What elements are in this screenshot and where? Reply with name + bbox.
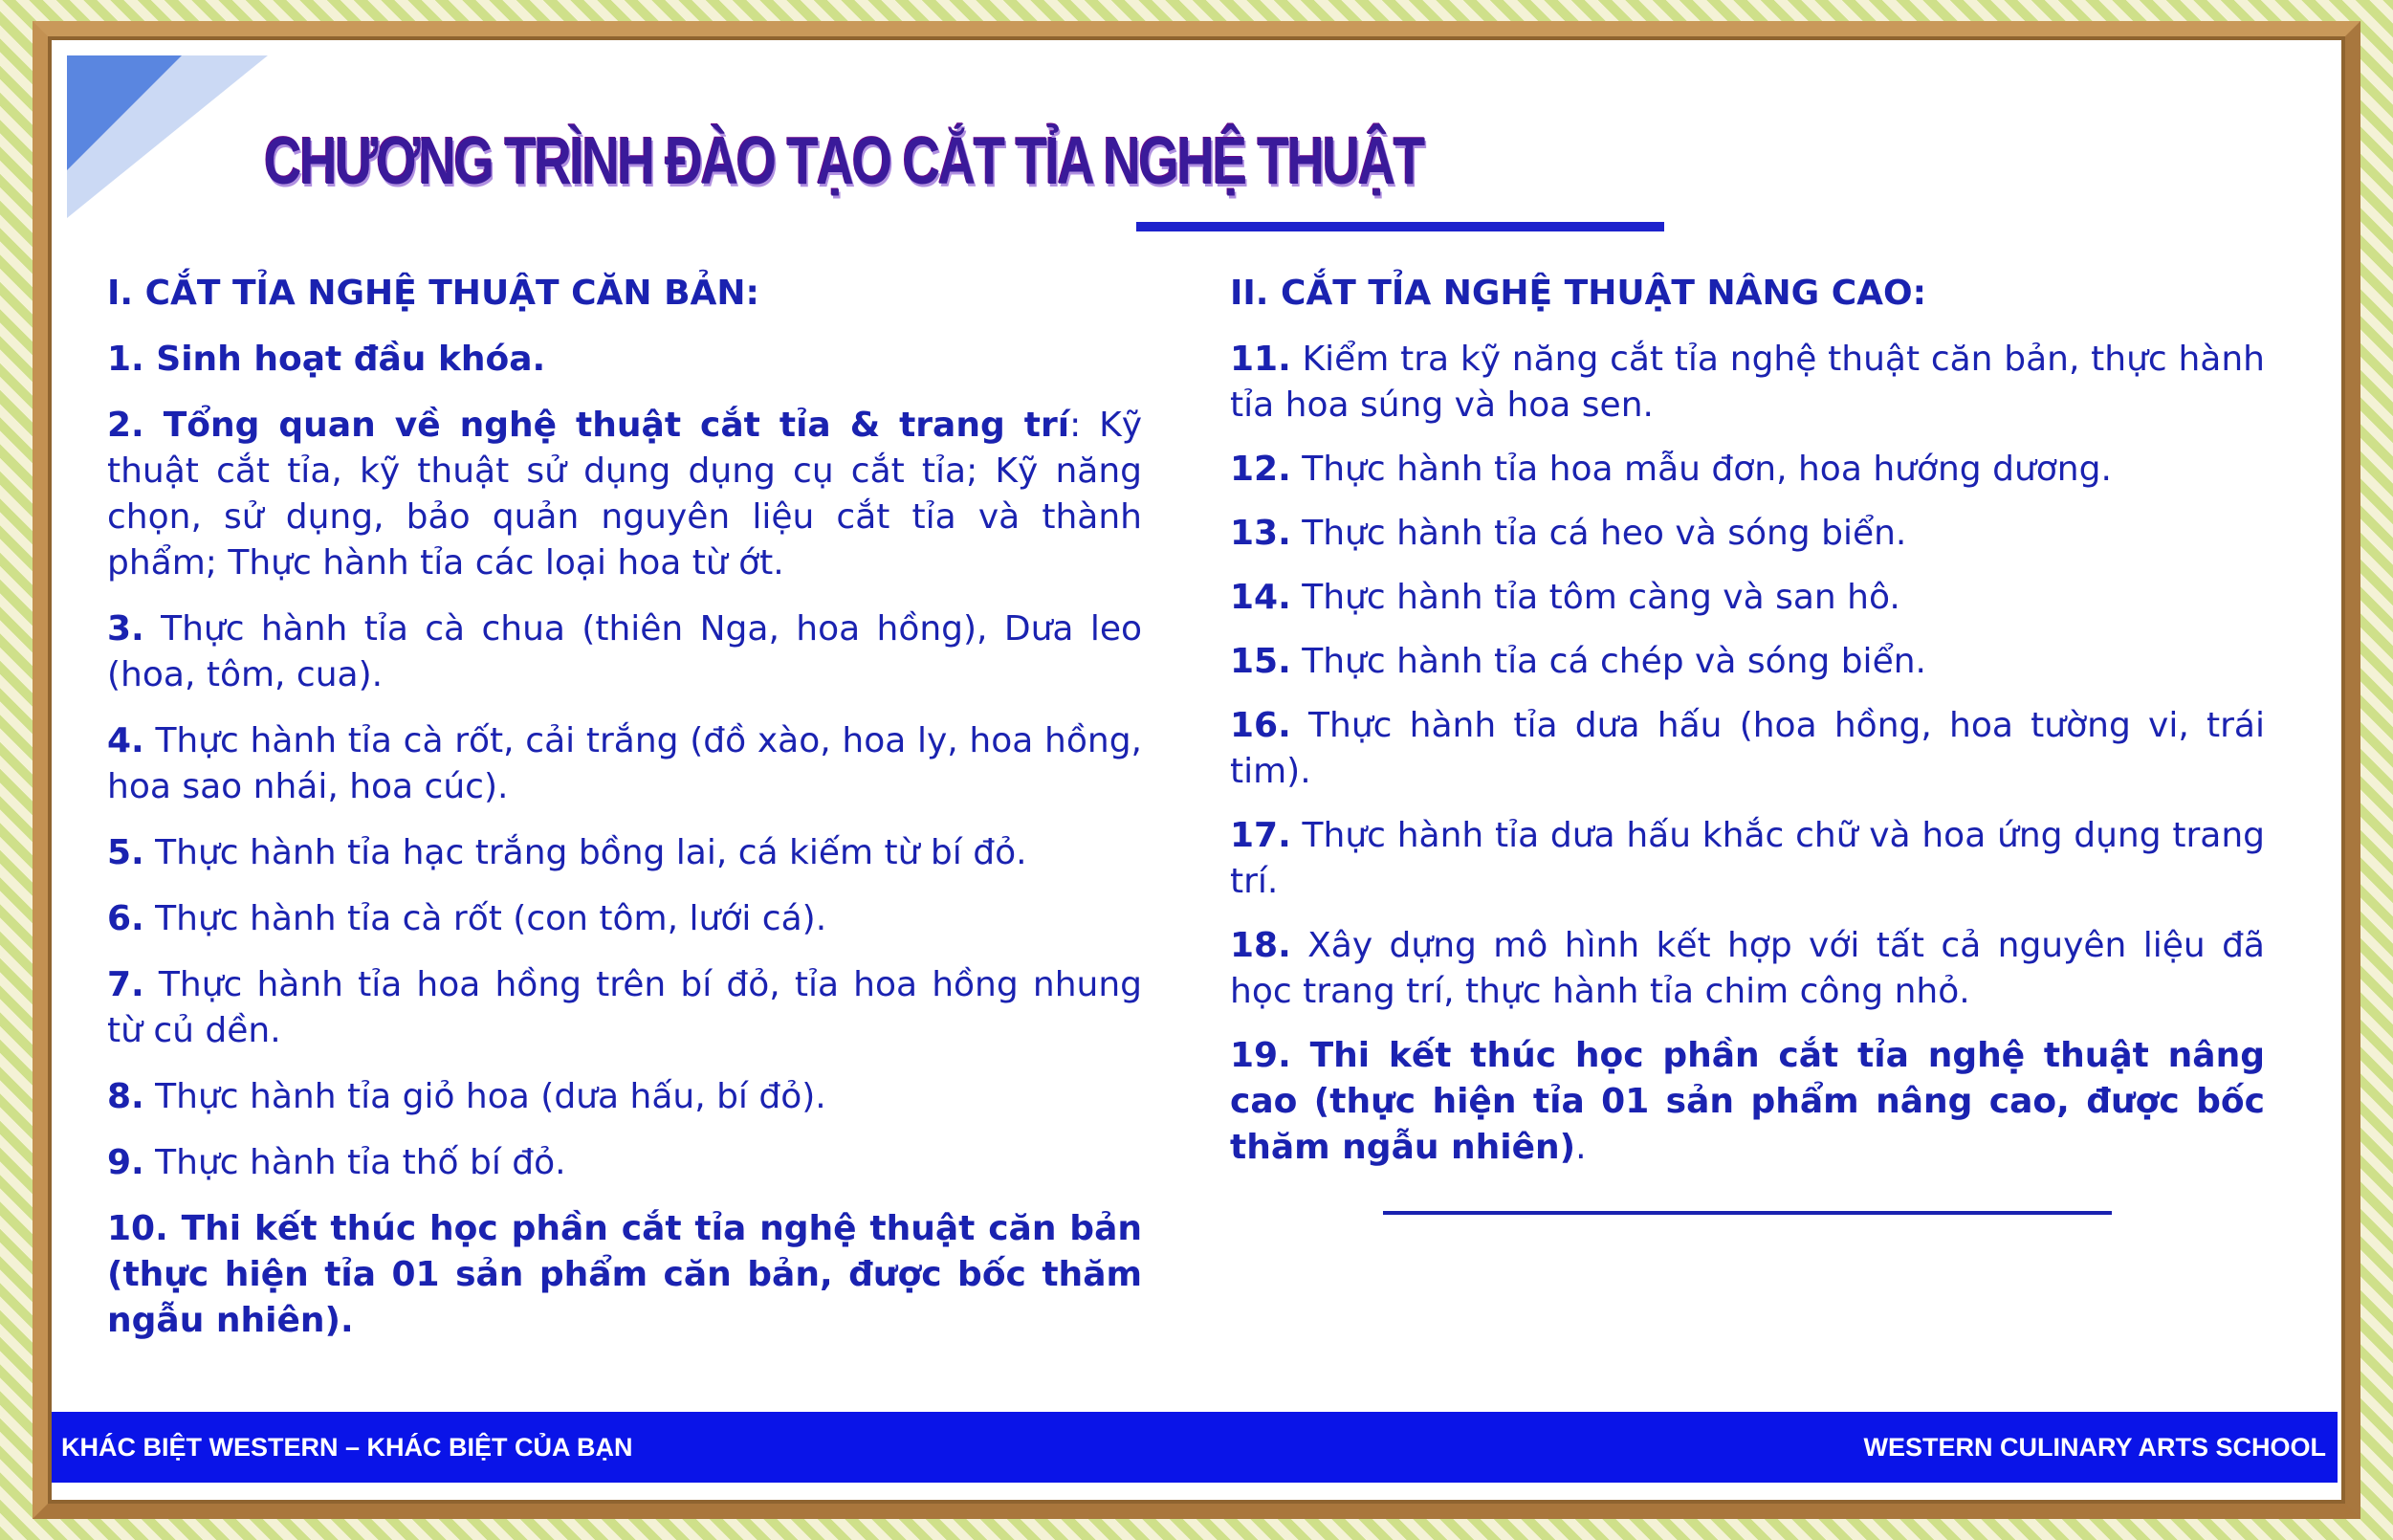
- item-text: Thực hành tỉa cà rốt, cải trắng (đồ xào, hoa ly, hoa hồng, hoa sao nhái, hoa cúc).: [107, 721, 1142, 806]
- item-number: 4.: [107, 721, 144, 760]
- item-number: 9.: [107, 1143, 144, 1182]
- list-item: [1230, 337, 2265, 429]
- item-bold-text: Thi kết thúc học phần cắt tỉa nghệ thuật nâng cao (thực hiện tỉa 01 sản phẩm nâng cao, được bốc thăm ngẫu nhiên): [1230, 1036, 2265, 1167]
- basic-course-column: [107, 270, 1142, 1364]
- list-item: [1230, 813, 2265, 905]
- item-number: 8.: [107, 1077, 144, 1116]
- item-number: 7.: [107, 965, 144, 1004]
- item-number: 12.: [1230, 450, 1291, 489]
- item-text: Thực hành tỉa dưa hấu khắc chữ và hoa ứng dụng trang trí.: [1230, 816, 2265, 901]
- item-text: Thực hành tỉa cá heo và sóng biển.: [1290, 514, 1907, 553]
- item-text: Thực hành tỉa cá chép và sóng biển.: [1290, 642, 1926, 681]
- item-text: Xây dựng mô hình kết hợp với tất cả nguyên liệu đã học trang trí, thực hành tỉa chim công nhỏ.: [1230, 926, 2265, 1011]
- page-title: CHƯƠNG TRÌNH ĐÀO TẠO CẮT TỈA NGHỆ THUẬT: [264, 123, 1423, 198]
- title-underline: [1136, 222, 1664, 231]
- list-item: [107, 606, 1142, 698]
- list-item: [107, 962, 1142, 1054]
- list-item: [107, 403, 1142, 586]
- list-item: [107, 337, 1142, 383]
- item-number: 3.: [107, 609, 144, 649]
- item-text: Thực hành tỉa cà rốt (con tôm, lưới cá).: [143, 899, 827, 938]
- item-number: 5.: [107, 833, 144, 872]
- advanced-course-column: [1230, 270, 2265, 1189]
- item-number: 15.: [1230, 642, 1291, 681]
- section-heading-basic: I. CẮT TỈA NGHỆ THUẬT CĂN BẢN:: [107, 274, 759, 313]
- list-item: [1230, 1033, 2265, 1171]
- list-item: [107, 1206, 1142, 1344]
- item-bold-text: Tổng quan về nghệ thuật cắt tỉa & trang trí: [143, 406, 1070, 445]
- item-text: Thực hành tỉa hoa hồng trên bí đỏ, tỉa hoa hồng nhung từ củ dền.: [107, 965, 1142, 1050]
- item-number: 16.: [1230, 706, 1291, 745]
- item-number: 1.: [107, 340, 144, 379]
- item-number: 2.: [107, 406, 144, 445]
- item-text: .: [1575, 1128, 1587, 1167]
- corner-triangle: [67, 55, 182, 170]
- item-text: Thực hành tỉa hạc trắng bồng lai, cá kiếm từ bí đỏ.: [143, 833, 1027, 872]
- item-text: Thực hành tỉa tôm càng và san hô.: [1290, 578, 1900, 617]
- footer-bar: [52, 1412, 2338, 1483]
- section-heading-advanced: II. CẮT TỈA NGHỆ THUẬT NÂNG CAO:: [1230, 274, 1926, 313]
- item-number: 18.: [1230, 926, 1291, 965]
- item-bold-text: Sinh hoạt đầu khóa.: [143, 340, 546, 379]
- list-item: [107, 718, 1142, 810]
- item-number: 6.: [107, 899, 144, 938]
- list-item: [107, 1074, 1142, 1120]
- list-item: [1230, 511, 2265, 557]
- item-number: 13.: [1230, 514, 1291, 553]
- item-text: : Kỹ thuật cắt tỉa, kỹ thuật sử dụng dụng cụ cắt tỉa; Kỹ năng chọn, sử dụng, bảo quản nguyên liệu cắt tỉa và thành phẩm; Thực hành tỉa các loại hoa từ ớt.: [107, 406, 1143, 583]
- list-item: [1230, 447, 2265, 493]
- item-text: Kiểm tra kỹ năng cắt tỉa nghệ thuật căn bản, thực hành tỉa hoa súng và hoa sen.: [1230, 340, 2265, 425]
- item-number: 19.: [1230, 1036, 1291, 1075]
- item-text: Thực hành tỉa dưa hấu (hoa hồng, hoa tường vi, trái tim).: [1230, 706, 2265, 791]
- item-text: Thực hành tỉa hoa mẫu đơn, hoa hướng dương.: [1290, 450, 2112, 489]
- list-item: [107, 896, 1142, 942]
- item-text: Thực hành tỉa cà chua (thiên Nga, hoa hồng), Dưa leo (hoa, tôm, cua).: [107, 609, 1142, 694]
- list-item: [1230, 923, 2265, 1015]
- item-number: 11.: [1230, 340, 1291, 379]
- list-item: [1230, 703, 2265, 795]
- item-text: Thực hành tỉa giỏ hoa (dưa hấu, bí đỏ).: [143, 1077, 826, 1116]
- footer-school-name: WESTERN CULINARY ARTS SCHOOL: [1863, 1433, 2326, 1462]
- item-text: Thực hành tỉa thố bí đỏ.: [143, 1143, 566, 1182]
- item-bold-text: Thi kết thúc học phần cắt tỉa nghệ thuật căn bản (thực hiện tỉa 01 sản phẩm căn bản, được bốc thăm ngẫu nhiên).: [107, 1209, 1142, 1340]
- list-item: [1230, 639, 2265, 685]
- item-number: 14.: [1230, 578, 1291, 617]
- item-number: 10.: [107, 1209, 168, 1248]
- list-item: [107, 830, 1142, 876]
- closing-divider: [1383, 1211, 2112, 1215]
- item-number: 17.: [1230, 816, 1291, 855]
- list-item: [107, 1140, 1142, 1186]
- footer-slogan: KHÁC BIỆT WESTERN – KHÁC BIỆT CỦA BẠN: [61, 1433, 633, 1462]
- list-item: [1230, 575, 2265, 621]
